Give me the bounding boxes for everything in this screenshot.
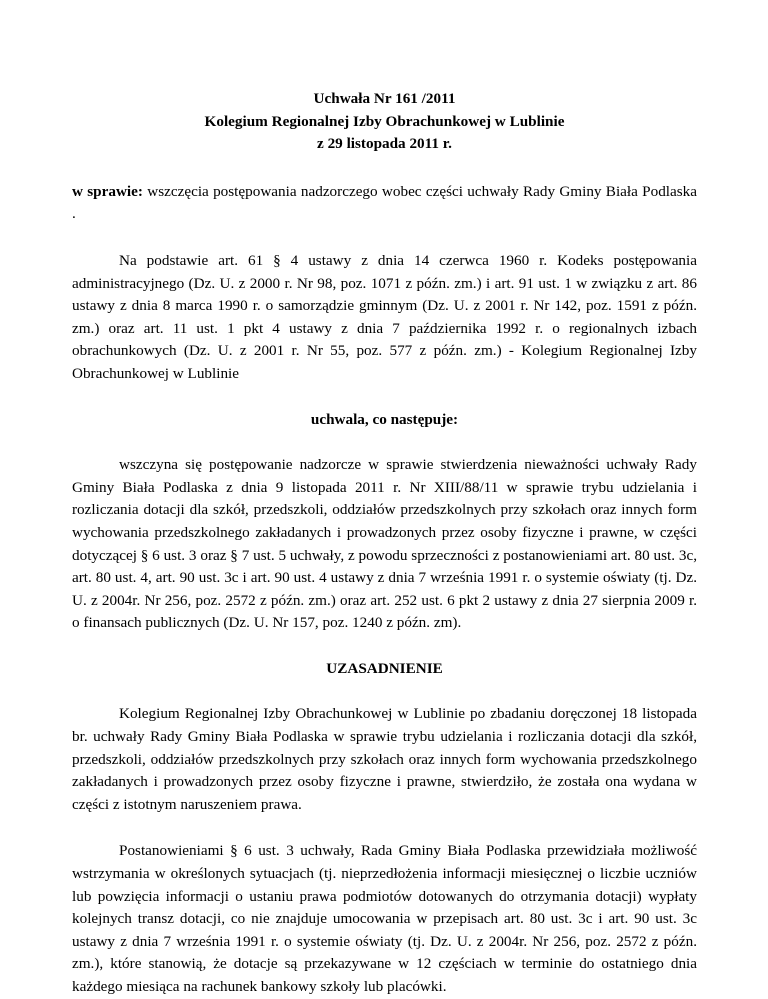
subject-label: w sprawie:: [72, 182, 143, 200]
justification-heading: UZASADNIENIE: [326, 659, 443, 677]
resolution-date: z 29 listopada 2011 r.: [317, 135, 452, 153]
subject-text: wszczęcia postępowania nadzorczego wobec części uchwały Rady Gminy Biała Podlaska .: [72, 182, 697, 223]
issuing-body: Kolegium Regionalnej Izby Obrachunkowej w Lublinie: [204, 112, 565, 130]
justification-paragraph-1: Kolegium Regionalnej Izby Obrachunkowej w Lublinie po zbadaniu doręczonej 18 listopada br. uchwały Rady Gminy Biała Podlaska w sprawie trybu udzielania i rozliczania dotacji dla szkół, przedszkoli, oddziałów przedszkolnych przy szkołach oraz innych form wychowania przedszkolnego zakładanych i prowadzonych przez osoby fizyczne i prawne, stwierdziło, że została ona wydana w części z istotnym naruszeniem prawa.: [72, 705, 697, 813]
document-header: [72, 88, 697, 156]
legal-basis-paragraph: Na podstawie art. 61 § 4 ustawy z dnia 14 czerwca 1960 r. Kodeks postępowania administracyjnego (Dz. U. z 2000 r. Nr 98, poz. 1071 z późn. zm.) i art. 91 ust. 1 w związku z art. 86 ustawy z dnia 8 marca 1990 r. o samorządzie gminnym (Dz. U. z 2001 r. Nr 142, poz. 1591 z późn. zm.) oraz art. 11 ust. 1 pkt 4 ustawy z dnia 7 października 1992 r. o regionalnych izbach obrachunkowych (Dz. U. z 2001 r. Nr 55, poz. 577 z późn. zm.) - Kolegium Regionalnej Izby Obrachunkowej w Lublinie: [72, 251, 697, 382]
resolution-label: uchwala, co następuje:: [310, 410, 459, 428]
resolution-text: wszczyna się postępowanie nadzorcze w sprawie stwierdzenia nieważności uchwały Rady Gminy Biała Podlaska z dnia 9 listopada 2011 r. Nr XIII/88/11 w sprawie trybu udzielania i rozliczania dotacji dla szkół, przedszkoli, oddziałów przedszkolnych przy szkołach oraz innych form wychowania przedszkolnego zakładanych i prowadzonych przez osoby fizyczne i prawne, w części dotyczącej § 6 ust. 3 oraz § 7 ust. 5 uchwały, z powodu sprzeczności z postanowieniami art. 80 ust. 3c, art. 80 ust. 4, art. 90 ust. 3c i art. 90 ust. 4 ustawy z dnia 7 września 1991 r. o systemie oświaty (tj. Dz. U. z 2004r. Nr 256, poz. 2572 z późn. zm.) oraz art. 252 ust. 6 pkt 2 ustawy z dnia 27 sierpnia 2009 r. o finansach publicznych (Dz. U. Nr 157, poz. 1240 z późn. zm).: [72, 456, 697, 632]
justification-paragraph-2: Postanowieniami § 6 ust. 3 uchwały, Rada Gminy Biała Podlaska przewidziała możliwość wstrzymania w określonych sytuacjach (tj. nieprzedłożenia informacji miesięcznej o liczbie uczniów lub powzięcia informacji o ustaniu prawa podmiotów dotowanych do otrzymania dotacji) wypłaty kolejnych transz dotacji, co nie znajduje umocowania w przepisach art. 80 ust. 3c i art. 90 ust. 3c ustawy z dnia 7 września 1991 r. o systemie oświaty (tj. Dz. U. z 2004r. Nr 256, poz. 2572 z późn. zm.), które stanowią, że dotacje są przekazywane w 12 częściach w terminie do ostatniego dnia każdego miesiąca na rachunek bankowy szkoły lub placówki.: [72, 842, 697, 995]
subject-paragraph: [72, 181, 697, 226]
resolution-number: Uchwała Nr 161 /2011: [313, 90, 456, 107]
document-page: [72, 88, 697, 999]
